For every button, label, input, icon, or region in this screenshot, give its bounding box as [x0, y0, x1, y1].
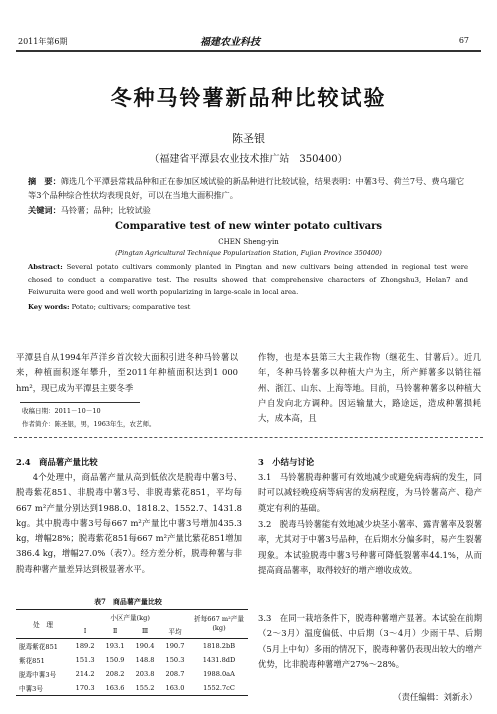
header-rule: [16, 50, 481, 52]
table-cell: 214.2: [75, 670, 95, 678]
table-cell: 1431.8dD: [202, 656, 236, 664]
abstract-en: [28, 261, 468, 299]
table-cell-name: 脱毒中薯3号: [19, 671, 57, 679]
keywords-en: [28, 300, 468, 314]
abstract-en-label: Abstract:: [28, 263, 63, 271]
paper-title-cn: 冬种马铃薯新品种比较试验: [110, 85, 387, 110]
author-cn: 陈圣银: [232, 132, 265, 145]
intro-left-text: 平潭县自从1994年芦洋乡首次较大面积引进冬种马铃薯以来，种植面积逐年攀升，至2011年种植面积达到1 000 hm²，现已成为平潭县主要冬季: [16, 352, 238, 393]
affiliation-cn: （福建省平潭县农业技术推广站 350400）: [149, 154, 348, 165]
section-divider: [14, 437, 483, 440]
footnote-rule: [20, 402, 140, 403]
table-cell: 163.6: [100, 681, 130, 696]
table-head-plot-yield: 小区产量(kg): [70, 610, 190, 625]
abstract-cn-label: 摘 要：: [28, 176, 61, 186]
table-cell: 208.2: [105, 670, 125, 678]
table-row: [16, 667, 248, 681]
section-3-title: 3 小结与讨论: [258, 457, 315, 467]
journal-logo: 福建农业科技: [200, 37, 260, 48]
paper-title-en: Comparative test of new winter potato cultivars: [114, 221, 383, 232]
table-cell: 193.1: [105, 642, 125, 650]
table-cell: 170.3: [70, 681, 100, 696]
table-cell: 150.3: [165, 656, 185, 664]
yield-table: [16, 609, 248, 696]
table-head-treatment: 处 理: [16, 610, 70, 639]
intro-right-text: 作物，也是本县第三大主栽作物（继花生、甘薯后）。近几年，冬种马铃薯多以种植大户为主，所产鲜薯多以销往福州、浙江、山东、上海等地。目前，马铃薯种薯多以种植大户自发向北方调种。因运输量大，路途远，造成种薯损耗大，成本高，且: [258, 352, 481, 424]
table-head-rep: Ⅰ: [70, 624, 100, 639]
section-2-4-title: 2.4 商品薯产量比较: [16, 457, 98, 467]
table-cell: 1552.7cC: [190, 681, 248, 696]
table-head-rep: Ⅱ: [100, 624, 130, 639]
keywords-cn-label: 关键词：: [28, 205, 61, 215]
abstract-en-text: Several potato cultivars commonly planted in Pingtan and new cultivars being attended in regional test were chosed to conduct a comparative test. The results showed that comprehensive characters of Zhongshu3, Helan7 and Feiwuruita were good and well worth popularizing in large-scale in local area.: [28, 263, 468, 296]
section-3-3-text: 3.3 在同一栽培条件下，脱毒种薯增产显著。本试验在前期（2～3月）温度偏低、中后期（3～4月）少雨干旱、后期（5月上中旬）多雨的情况下，脱毒种薯仍表现出较大的增产优势，比非脱毒种薯增产27%～28%。: [258, 613, 482, 669]
table-head-mean: 平均: [160, 624, 190, 639]
keywords-cn: [28, 203, 468, 217]
section-3-1-text: 3.1 马铃薯脱毒种薯可有效地减少或避免病毒病的发生，同时可以减轻晚疫病等病害的发病程度，为马铃薯高产、稳产奠定有利的基础。: [258, 472, 482, 513]
table-cell: 1818.2bB: [202, 642, 236, 650]
keywords-en-label: Key words:: [28, 303, 70, 311]
abstract-cn: [28, 174, 468, 202]
table-cell: 208.7: [165, 670, 185, 678]
table-cell: 190.4: [135, 642, 155, 650]
keywords-cn-text: 马铃薯；品种；比较试验: [60, 205, 151, 215]
table-row: [16, 681, 248, 696]
page-number: 67: [458, 36, 469, 45]
table-cell: 1988.0aA: [203, 670, 235, 678]
table-cell: 148.8: [135, 656, 155, 664]
table-cell: 150.9: [105, 656, 125, 664]
table-cell: 189.2: [75, 642, 95, 650]
table-row: [16, 639, 248, 654]
running-header-issue: 2011年第6期: [18, 37, 68, 46]
table-cell: 155.2: [130, 681, 160, 696]
section-3-2-text: 3.2 脱毒马铃薯能有效地减少块茎小薯率、露青薯率及裂薯率，尤其对于中薯3号品种，在后期水分偏多时，易产生裂薯现象。本试验脱毒中薯3号种薯可降低裂薯率44.1%，从而提高商品薯率，取得较好的增产增收成效。: [258, 519, 482, 575]
footnote-received: 收稿日期：2011－10－10: [22, 407, 101, 415]
table-head-rep: Ⅲ: [130, 624, 160, 639]
table-row: [16, 653, 248, 667]
footnote-author: 作者简介：陈圣银，男，1963年生，农艺师。: [22, 420, 156, 428]
table-head-per-667: 折每667 m²产量(kg): [190, 610, 248, 639]
keywords-en-text: Potato; cultivars; comparative test: [71, 303, 191, 311]
table-cell-name: 脱毒紫花851: [19, 643, 58, 651]
abstract-cn-text: 筛选几个平潭县常栽品种和正在参加区域试验的新品种进行比较试验，结果表明：中薯3号、荷兰7号、费乌瑞它等3个品种综合性状均表现良好，可以在当地大面积推广。: [28, 176, 465, 200]
affiliation-en: (Pingtan Agricultural Technique Popularization Station, Fujian Province 350400): [115, 249, 382, 257]
table-cell: 203.8: [135, 670, 155, 678]
section-2-4-text: 4个处理中，商品薯产量从高到低依次是脱毒中薯3号、脱毒紫花851、非脱毒中薯3号、非脱毒紫花851，平均每667 m²产量分别达到1988.0、1818.2、1552.7、1431.8 kg。其中脱毒中薯3号每667 m²产量比中薯3号增加435.3 kg，增幅28%；脱毒紫花851每667 m²产量比紫花851增加386.4 kg，增幅27.0%（表7）。经方差分析，脱毒种薯与非脱毒种薯产量差异达到极显著水平。: [16, 472, 242, 574]
table-cell-name: 紫花851: [19, 657, 45, 665]
table-cell-name: 中薯3号: [16, 681, 70, 696]
table-cell: 151.3: [75, 656, 95, 664]
editor-note: （责任编辑：刘新永）: [393, 692, 477, 702]
author-en: CHEN Sheng-yin: [218, 238, 279, 246]
table-cell: 163.0: [160, 681, 190, 696]
table-cell: 190.7: [165, 642, 185, 650]
table-caption: 表7 商品薯产量比较: [94, 597, 162, 606]
